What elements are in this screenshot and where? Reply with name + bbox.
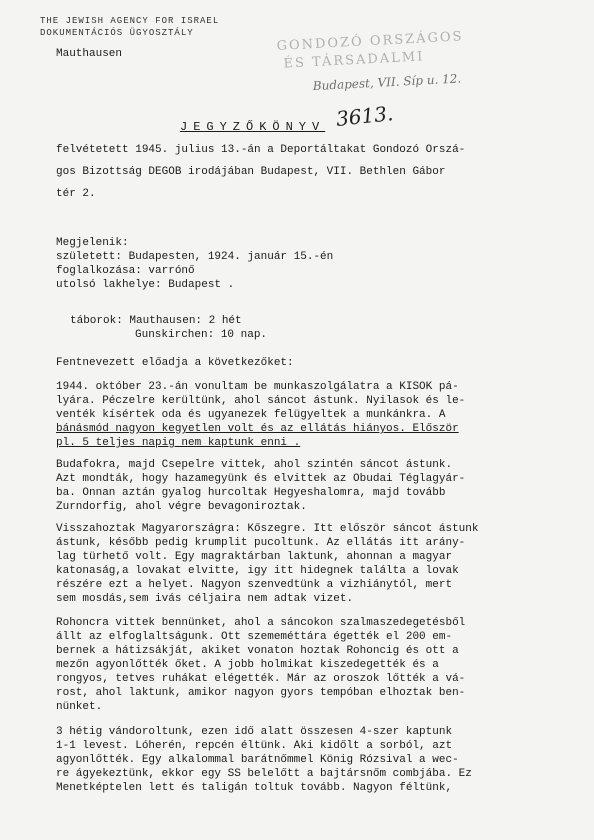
camps-line: Gunskirchen: 10 nap.: [135, 329, 268, 341]
archive-header-line2: DOKUMENTÁCIÓS ÜGYOSZTÁLY: [40, 28, 194, 38]
testimony-line: venték kísértek oda és ugyanezek felügyeltek a munkánkra. A: [56, 409, 446, 421]
testimony-line: ba. Onnan aztán gyalog hurcoltak Hegyeshalomra, majd tovább: [56, 487, 446, 499]
testimony-line: rost, ahol laktunk, amikor nagyon gyors tempóban elhoztak ben-: [56, 687, 466, 699]
testimony-line: 1944. október 23.-án vonultam be munkaszolgálatra a KISOK pá-: [56, 381, 459, 393]
intro-line: gos Bizottság DEGOB irodájában Budapest, VII. Bethlen Gábor: [56, 166, 446, 178]
testimony-line: bánásmód nagyon kegyetlen volt és az ellátás hiányos. Először: [56, 423, 459, 435]
testimony-line: pl. 5 teljes napig nem kaptunk enni .: [56, 437, 301, 449]
handwritten-record-number: 3613.: [334, 101, 395, 131]
testimony-line: re ágyekeztünk, ekkor egy SS belelőtt a bajtársnőm combjába. Ez: [56, 768, 472, 780]
testimony-heading: Fentnevezett előadja a következőket:: [56, 357, 294, 369]
testimony-line: katonaság,a lovakat elvitte, igy itt hidegnek találta a lovak: [56, 565, 459, 577]
testimony-line: lag türhető volt. Egy magraktárban laktunk, ahonnan a magyar: [56, 551, 453, 563]
stamp-line1: GONDOZÓ ORSZÁGOS: [276, 29, 464, 54]
personal-data-line: született: Budapesten, 1924. január 15.-én: [56, 251, 334, 263]
archive-header-line1: THE JEWISH AGENCY FOR ISRAEL: [40, 16, 220, 26]
testimony-line: ástunk, később pedig krumplit pucoltunk. Az ellátás itt arány-: [56, 537, 466, 549]
testimony-line: Rohoncra vittek bennünket, ahol a sáncokon szalmaszedegetésből: [56, 617, 466, 629]
stamp-line2: ÉS TÁRSADALMI: [283, 49, 425, 72]
testimony-line: bernek a hátizsákját, akiket vonaton hoztak Rohoncig és ott a: [56, 645, 459, 657]
intro-line: felvétetett 1945. julius 13.-án a Deportáltakat Gondozó Orszá-: [56, 144, 466, 156]
testimony-line: nünket.: [56, 701, 103, 713]
testimony-line: Zurndorfig, ahol végre bevagoniroztak.: [56, 501, 307, 513]
testimony-line: 1-1 levest. Lóherén, repcén éltünk. Aki kidőlt a sorból, azt: [56, 740, 453, 752]
intro-line: tér 2.: [56, 188, 96, 200]
testimony-line: Visszahoztak Magyarországra: Kőszegre. Itt először sáncot ástunk: [56, 523, 479, 535]
personal-data-line: Megjelenik:: [56, 237, 129, 249]
testimony-line: Azt mondták, hogy hazamegyünk és elvittek az Obudai Téglagyár-: [56, 473, 466, 485]
testimony-line: Budafokra, majd Csepelre vittek, ahol szintén sáncot ástunk.: [56, 459, 453, 471]
testimony-line: mezőn agyonlőtték őket. A jobb holmikat kiszedegették és a: [56, 659, 439, 671]
testimony-line: 3 hétig vándoroltunk, ezen idő alatt összesen 4-szer kaptunk: [56, 726, 453, 738]
stamp-address: Budapest, VII. Síp u. 12.: [312, 71, 462, 94]
testimony-line: rongyos, tetves ruhákat elégették. Már az oroszok lőtték a vá-: [56, 673, 466, 685]
camps-line: táborok: Mauthausen: 2 hét: [70, 315, 242, 327]
document-title: JEGYZŐKÖNYV: [180, 120, 326, 134]
testimony-line: állt az elfoglaltságunk. Ott szememéttára égették el 200 em-: [56, 631, 453, 643]
testimony-line: részére ezt a helyet. Nagyon szenvedtünk a vizhiánytól, mert: [56, 579, 453, 591]
testimony-line: sem mosdás,sem ivás céljaira nem adtak vizet.: [56, 593, 354, 605]
camp-name: Mauthausen: [56, 48, 123, 60]
degob-stamp: [264, 28, 481, 109]
personal-data-line: foglalkozása: varrónő: [56, 265, 195, 277]
personal-data-line: utolsó lakhelye: Budapest .: [56, 279, 235, 291]
testimony-line: Menetképtelen lett és taligán toltuk tovább. Nagyon féltünk,: [56, 782, 453, 794]
testimony-line: lyára. Péczelre kerültünk, ahol sáncot ástunk. Nyilasok és le-: [56, 395, 466, 407]
testimony-line: agyonlőtték. Egy alkalommal barátnőmmel König Rózsival a wec-: [56, 754, 459, 766]
